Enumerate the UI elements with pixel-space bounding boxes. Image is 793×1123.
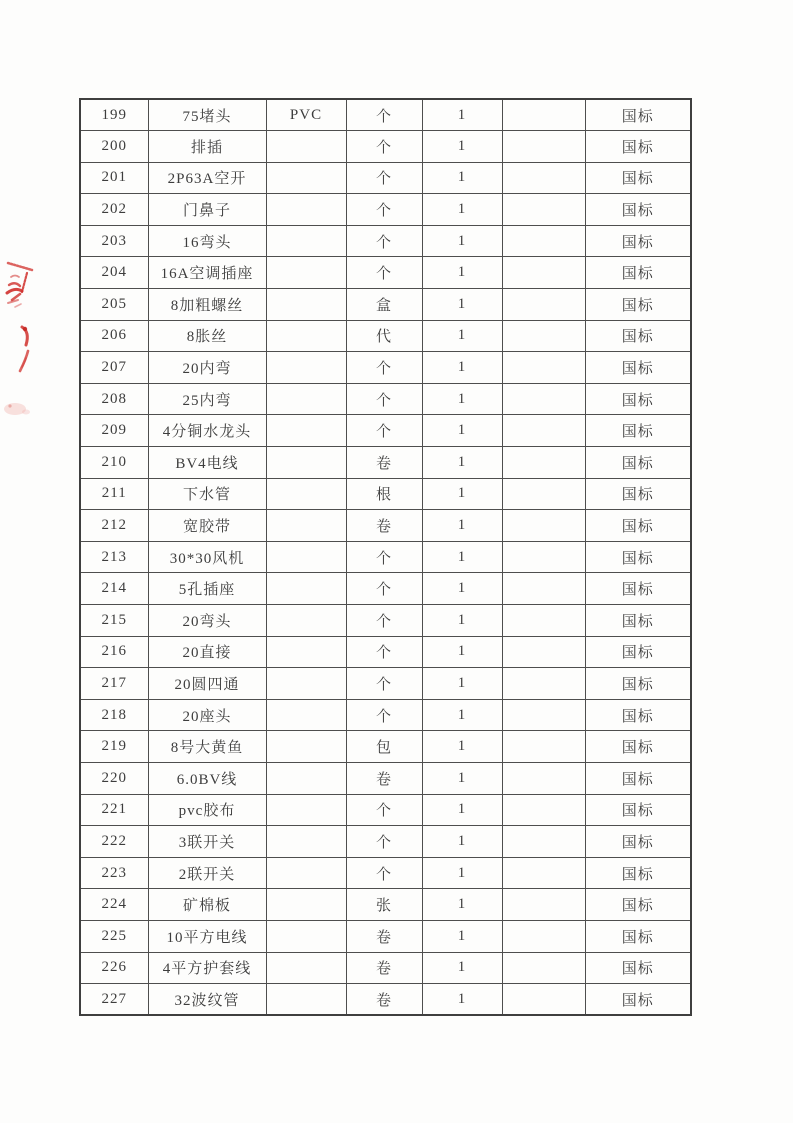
table-row bbox=[80, 99, 691, 131]
cell-unit: 个 bbox=[346, 162, 422, 194]
cell-unit: 个 bbox=[346, 857, 422, 889]
cell-spec bbox=[266, 478, 346, 510]
cell-standard: 国标 bbox=[585, 920, 691, 952]
cell-blank bbox=[502, 889, 585, 921]
cell-item-name: 3联开关 bbox=[148, 826, 266, 858]
cell-spec bbox=[266, 857, 346, 889]
cell-quantity: 1 bbox=[422, 510, 502, 542]
cell-item-name: pvc胶布 bbox=[148, 794, 266, 826]
cell-row-number: 220 bbox=[80, 762, 148, 794]
cell-item-name: 4分铜水龙头 bbox=[148, 415, 266, 447]
cell-standard: 国标 bbox=[585, 668, 691, 700]
cell-row-number: 206 bbox=[80, 320, 148, 352]
cell-quantity: 1 bbox=[422, 289, 502, 321]
cell-unit: 个 bbox=[346, 699, 422, 731]
cell-blank bbox=[502, 636, 585, 668]
cell-blank bbox=[502, 920, 585, 952]
cell-unit: 个 bbox=[346, 636, 422, 668]
cell-spec bbox=[266, 289, 346, 321]
cell-item-name: 20座头 bbox=[148, 699, 266, 731]
cell-spec bbox=[266, 194, 346, 226]
cell-standard: 国标 bbox=[585, 857, 691, 889]
table-row bbox=[80, 920, 691, 952]
cell-spec bbox=[266, 605, 346, 637]
cell-standard: 国标 bbox=[585, 510, 691, 542]
cell-standard: 国标 bbox=[585, 478, 691, 510]
cell-item-name: 30*30风机 bbox=[148, 541, 266, 573]
cell-blank bbox=[502, 984, 585, 1016]
cell-row-number: 216 bbox=[80, 636, 148, 668]
cell-spec bbox=[266, 541, 346, 573]
table-row bbox=[80, 289, 691, 321]
cell-blank bbox=[502, 605, 585, 637]
table-row bbox=[80, 573, 691, 605]
cell-unit: 个 bbox=[346, 99, 422, 131]
cell-quantity: 1 bbox=[422, 257, 502, 289]
cell-standard: 国标 bbox=[585, 605, 691, 637]
cell-row-number: 200 bbox=[80, 131, 148, 163]
cell-standard: 国标 bbox=[585, 762, 691, 794]
cell-item-name: 排插 bbox=[148, 131, 266, 163]
cell-blank bbox=[502, 415, 585, 447]
cell-row-number: 209 bbox=[80, 415, 148, 447]
cell-unit: 张 bbox=[346, 889, 422, 921]
cell-row-number: 218 bbox=[80, 699, 148, 731]
cell-unit: 个 bbox=[346, 668, 422, 700]
cell-quantity: 1 bbox=[422, 383, 502, 415]
cell-standard: 国标 bbox=[585, 826, 691, 858]
cell-blank bbox=[502, 99, 585, 131]
cell-unit: 个 bbox=[346, 541, 422, 573]
cell-spec bbox=[266, 447, 346, 479]
cell-blank bbox=[502, 857, 585, 889]
cell-spec bbox=[266, 731, 346, 763]
cell-item-name: 16弯头 bbox=[148, 225, 266, 257]
cell-row-number: 210 bbox=[80, 447, 148, 479]
table-row bbox=[80, 320, 691, 352]
cell-standard: 国标 bbox=[585, 352, 691, 384]
cell-item-name: 20弯头 bbox=[148, 605, 266, 637]
table-row bbox=[80, 541, 691, 573]
cell-item-name: 宽胶带 bbox=[148, 510, 266, 542]
cell-standard: 国标 bbox=[585, 257, 691, 289]
cell-spec bbox=[266, 352, 346, 384]
cell-unit: 根 bbox=[346, 478, 422, 510]
cell-blank bbox=[502, 352, 585, 384]
cell-blank bbox=[502, 320, 585, 352]
cell-spec bbox=[266, 794, 346, 826]
cell-item-name: 5孔插座 bbox=[148, 573, 266, 605]
cell-spec bbox=[266, 889, 346, 921]
cell-spec bbox=[266, 699, 346, 731]
cell-standard: 国标 bbox=[585, 225, 691, 257]
cell-unit: 卷 bbox=[346, 952, 422, 984]
cell-blank bbox=[502, 794, 585, 826]
cell-quantity: 1 bbox=[422, 636, 502, 668]
cell-item-name: 门鼻子 bbox=[148, 194, 266, 226]
cell-spec bbox=[266, 510, 346, 542]
cell-quantity: 1 bbox=[422, 794, 502, 826]
cell-spec bbox=[266, 225, 346, 257]
cell-blank bbox=[502, 541, 585, 573]
cell-blank bbox=[502, 162, 585, 194]
cell-unit: 个 bbox=[346, 131, 422, 163]
table-row bbox=[80, 131, 691, 163]
cell-quantity: 1 bbox=[422, 194, 502, 226]
table-row bbox=[80, 257, 691, 289]
cell-standard: 国标 bbox=[585, 794, 691, 826]
cell-item-name: 75堵头 bbox=[148, 99, 266, 131]
cell-row-number: 226 bbox=[80, 952, 148, 984]
cell-blank bbox=[502, 289, 585, 321]
cell-unit: 个 bbox=[346, 257, 422, 289]
cell-unit: 个 bbox=[346, 605, 422, 637]
cell-standard: 国标 bbox=[585, 415, 691, 447]
cell-standard: 国标 bbox=[585, 131, 691, 163]
cell-item-name: 4平方护套线 bbox=[148, 952, 266, 984]
red-ink-mark-icon bbox=[14, 348, 34, 376]
cell-quantity: 1 bbox=[422, 162, 502, 194]
cell-unit: 个 bbox=[346, 352, 422, 384]
cell-quantity: 1 bbox=[422, 131, 502, 163]
cell-item-name: 8加粗螺丝 bbox=[148, 289, 266, 321]
cell-unit: 个 bbox=[346, 194, 422, 226]
cell-unit: 盒 bbox=[346, 289, 422, 321]
table-row bbox=[80, 194, 691, 226]
cell-standard: 国标 bbox=[585, 984, 691, 1016]
cell-row-number: 199 bbox=[80, 99, 148, 131]
cell-standard: 国标 bbox=[585, 573, 691, 605]
cell-blank bbox=[502, 257, 585, 289]
cell-spec bbox=[266, 762, 346, 794]
cell-spec bbox=[266, 383, 346, 415]
cell-blank bbox=[502, 225, 585, 257]
cell-standard: 国标 bbox=[585, 289, 691, 321]
cell-quantity: 1 bbox=[422, 605, 502, 637]
table-row bbox=[80, 762, 691, 794]
cell-item-name: 16A空调插座 bbox=[148, 257, 266, 289]
cell-quantity: 1 bbox=[422, 762, 502, 794]
table-row bbox=[80, 731, 691, 763]
cell-quantity: 1 bbox=[422, 541, 502, 573]
table-body bbox=[80, 99, 691, 1015]
cell-spec bbox=[266, 920, 346, 952]
cell-spec bbox=[266, 320, 346, 352]
cell-quantity: 1 bbox=[422, 952, 502, 984]
cell-quantity: 1 bbox=[422, 920, 502, 952]
table-row bbox=[80, 636, 691, 668]
cell-row-number: 211 bbox=[80, 478, 148, 510]
cell-row-number: 221 bbox=[80, 794, 148, 826]
cell-row-number: 203 bbox=[80, 225, 148, 257]
cell-spec bbox=[266, 668, 346, 700]
cell-standard: 国标 bbox=[585, 952, 691, 984]
cell-row-number: 217 bbox=[80, 668, 148, 700]
table-row bbox=[80, 352, 691, 384]
cell-unit: 个 bbox=[346, 573, 422, 605]
cell-standard: 国标 bbox=[585, 320, 691, 352]
cell-spec bbox=[266, 131, 346, 163]
cell-spec bbox=[266, 636, 346, 668]
cell-blank bbox=[502, 194, 585, 226]
cell-item-name: 6.0BV线 bbox=[148, 762, 266, 794]
cell-unit: 卷 bbox=[346, 510, 422, 542]
cell-quantity: 1 bbox=[422, 478, 502, 510]
cell-quantity: 1 bbox=[422, 668, 502, 700]
cell-row-number: 227 bbox=[80, 984, 148, 1016]
cell-quantity: 1 bbox=[422, 99, 502, 131]
cell-unit: 个 bbox=[346, 415, 422, 447]
cell-item-name: BV4电线 bbox=[148, 447, 266, 479]
table-row bbox=[80, 857, 691, 889]
cell-unit: 卷 bbox=[346, 447, 422, 479]
cell-row-number: 224 bbox=[80, 889, 148, 921]
cell-blank bbox=[502, 510, 585, 542]
red-ink-smudge-icon bbox=[2, 396, 34, 422]
cell-quantity: 1 bbox=[422, 699, 502, 731]
cell-item-name: 32波纹管 bbox=[148, 984, 266, 1016]
cell-blank bbox=[502, 952, 585, 984]
table-row bbox=[80, 826, 691, 858]
cell-item-name: 20直接 bbox=[148, 636, 266, 668]
table-row bbox=[80, 510, 691, 542]
cell-item-name: 矿棉板 bbox=[148, 889, 266, 921]
cell-blank bbox=[502, 731, 585, 763]
cell-item-name: 25内弯 bbox=[148, 383, 266, 415]
cell-spec bbox=[266, 257, 346, 289]
cell-standard: 国标 bbox=[585, 162, 691, 194]
cell-row-number: 214 bbox=[80, 573, 148, 605]
cell-blank bbox=[502, 699, 585, 731]
table-row bbox=[80, 162, 691, 194]
cell-row-number: 212 bbox=[80, 510, 148, 542]
cell-quantity: 1 bbox=[422, 826, 502, 858]
cell-blank bbox=[502, 762, 585, 794]
cell-spec bbox=[266, 573, 346, 605]
cell-row-number: 225 bbox=[80, 920, 148, 952]
cell-quantity: 1 bbox=[422, 320, 502, 352]
cell-blank bbox=[502, 383, 585, 415]
cell-item-name: 20内弯 bbox=[148, 352, 266, 384]
cell-item-name: 8胀丝 bbox=[148, 320, 266, 352]
cell-row-number: 219 bbox=[80, 731, 148, 763]
cell-standard: 国标 bbox=[585, 731, 691, 763]
table-row bbox=[80, 225, 691, 257]
cell-quantity: 1 bbox=[422, 352, 502, 384]
cell-unit: 卷 bbox=[346, 920, 422, 952]
cell-standard: 国标 bbox=[585, 541, 691, 573]
materials-table bbox=[79, 98, 692, 1016]
cell-item-name: 8号大黄鱼 bbox=[148, 731, 266, 763]
cell-quantity: 1 bbox=[422, 889, 502, 921]
cell-quantity: 1 bbox=[422, 415, 502, 447]
cell-standard: 国标 bbox=[585, 636, 691, 668]
table-row bbox=[80, 478, 691, 510]
cell-blank bbox=[502, 826, 585, 858]
cell-quantity: 1 bbox=[422, 447, 502, 479]
cell-blank bbox=[502, 131, 585, 163]
cell-spec: PVC bbox=[266, 99, 346, 131]
table-row bbox=[80, 699, 691, 731]
cell-row-number: 207 bbox=[80, 352, 148, 384]
cell-standard: 国标 bbox=[585, 194, 691, 226]
table-row bbox=[80, 889, 691, 921]
cell-standard: 国标 bbox=[585, 699, 691, 731]
red-ink-mark-icon bbox=[16, 324, 36, 350]
cell-row-number: 201 bbox=[80, 162, 148, 194]
cell-row-number: 202 bbox=[80, 194, 148, 226]
cell-quantity: 1 bbox=[422, 573, 502, 605]
cell-unit: 包 bbox=[346, 731, 422, 763]
cell-spec bbox=[266, 162, 346, 194]
cell-row-number: 213 bbox=[80, 541, 148, 573]
cell-quantity: 1 bbox=[422, 225, 502, 257]
cell-row-number: 208 bbox=[80, 383, 148, 415]
cell-standard: 国标 bbox=[585, 889, 691, 921]
cell-item-name: 10平方电线 bbox=[148, 920, 266, 952]
cell-row-number: 204 bbox=[80, 257, 148, 289]
cell-item-name: 下水管 bbox=[148, 478, 266, 510]
cell-unit: 个 bbox=[346, 225, 422, 257]
cell-unit: 卷 bbox=[346, 984, 422, 1016]
cell-quantity: 1 bbox=[422, 857, 502, 889]
table-row bbox=[80, 952, 691, 984]
cell-item-name: 2P63A空开 bbox=[148, 162, 266, 194]
table-row bbox=[80, 605, 691, 637]
cell-spec bbox=[266, 826, 346, 858]
cell-row-number: 223 bbox=[80, 857, 148, 889]
table-row bbox=[80, 984, 691, 1016]
cell-row-number: 215 bbox=[80, 605, 148, 637]
cell-row-number: 205 bbox=[80, 289, 148, 321]
cell-spec bbox=[266, 952, 346, 984]
cell-blank bbox=[502, 478, 585, 510]
table-row bbox=[80, 794, 691, 826]
cell-unit: 个 bbox=[346, 826, 422, 858]
cell-unit: 代 bbox=[346, 320, 422, 352]
cell-spec bbox=[266, 984, 346, 1016]
cell-blank bbox=[502, 573, 585, 605]
red-stamp-fragment-icon bbox=[2, 256, 36, 318]
cell-item-name: 2联开关 bbox=[148, 857, 266, 889]
cell-item-name: 20圆四通 bbox=[148, 668, 266, 700]
table-row bbox=[80, 415, 691, 447]
cell-unit: 个 bbox=[346, 383, 422, 415]
cell-unit: 卷 bbox=[346, 762, 422, 794]
table-row bbox=[80, 447, 691, 479]
cell-blank bbox=[502, 447, 585, 479]
cell-standard: 国标 bbox=[585, 383, 691, 415]
cell-quantity: 1 bbox=[422, 731, 502, 763]
cell-standard: 国标 bbox=[585, 447, 691, 479]
table-row bbox=[80, 383, 691, 415]
cell-unit: 个 bbox=[346, 794, 422, 826]
cell-row-number: 222 bbox=[80, 826, 148, 858]
cell-spec bbox=[266, 415, 346, 447]
cell-blank bbox=[502, 668, 585, 700]
cell-standard: 国标 bbox=[585, 99, 691, 131]
table-row bbox=[80, 668, 691, 700]
cell-quantity: 1 bbox=[422, 984, 502, 1016]
